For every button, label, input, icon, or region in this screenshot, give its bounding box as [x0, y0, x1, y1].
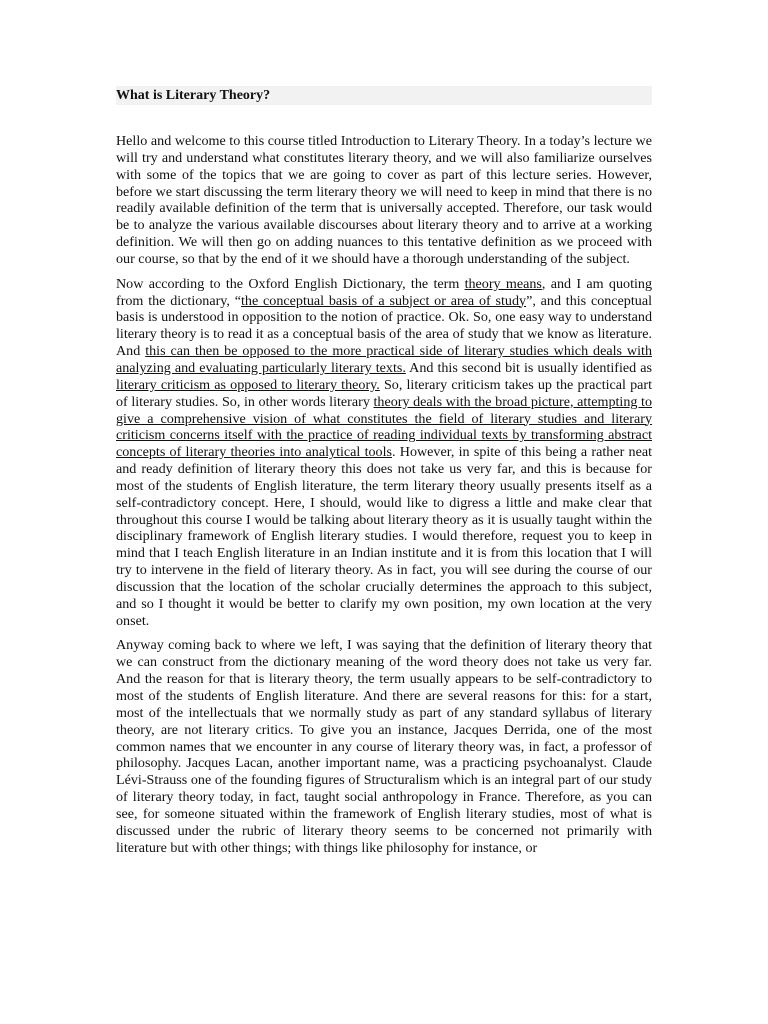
- document-page: [116, 86, 652, 864]
- text-segment: , and I am quoting from the dictionary, “: [116, 275, 652, 309]
- underlined-text: theory deals with the broad picture, attempting to give a comprehensive vision of what constitutes the field of literary studies and literary criticism concerns itself with the practice of reading individual texts by transforming abstract concepts of literary theories into analytical tools: [116, 393, 652, 461]
- underlined-text: theory means: [464, 275, 542, 292]
- text-segment: And this second bit is usually identified as: [405, 359, 652, 376]
- text-segment: So, literary criticism takes up the practical part of literary studies. So, in other words literary: [116, 376, 652, 410]
- text-segment: . However, in spite of this being a rather neat and ready definition of literary theory this does not take us very far, and this is because for most of the students of English literature, the term literary theory usually presents itself as a self-contradictory concept. Here, I should, would like to digress a little and make clear that throughout this course I would be talking about literary theory as it is usually taught within the disciplinary framework of English literary studies. I would therefore, request you to keep in mind that I teach English literature in an Indian institute and it is from this location that I will try to intervene in the field of literary theory. As in fact, you will see during the course of our discussion that the location of the scholar crucially determines the approach to this subject, and so I thought it would be better to clarify my own position, my own location at the very onset.: [116, 444, 653, 629]
- underlined-text: literary criticism as opposed to literary theory.: [116, 376, 380, 393]
- document-title: What is Literary Theory?: [116, 88, 271, 103]
- paragraph-definition: [116, 276, 652, 630]
- underlined-text: the conceptual basis of a subject or area of study: [241, 292, 527, 309]
- text-segment: Now according to the Oxford English Dictionary, the term: [116, 275, 465, 292]
- paragraph-contradiction: Anyway coming back to where we left, I was saying that the definition of literary theory that we can construct from the dictionary meaning of the word theory does not take us very far. And the reason for that is literary theory, the term usually appears to be self-contradictory to most of the students of English literature. And there are several reasons for this: for a start, most of the intellectuals that we normally study as part of any standard syllabus of literary theory, are not literary critics. To give you an instance, Jacques Derrida, one of the most common names that we encounter in any course of literary theory was, in fact, a professor of philosophy. Jacques Lacan, another important name, was a practicing psychoanalyst. Claude Lévi-Strauss one of the founding figures of Structuralism which is an integral part of our study of literary theory today, in fact, taught social anthropology in France. Therefore, as you can see, for someone situated within the framework of English literary studies, most of what is discussed under the rubric of literary theory seems to be concerned not primarily with literature but with other things; with things like philosophy for instance, or: [116, 637, 652, 856]
- paragraph-intro: Hello and welcome to this course titled Introduction to Literary Theory. In a today’s lecture we will try and understand what constitutes literary theory, and we will also familiarize ourselves with some of the topics that we are going to cover as part of this lecture series. However, before we start discussing the term literary theory we will need to keep in mind that there is no readily available definition of the term that is universally accepted. Therefore, our task would be to analyze the various available discourses about literary theory and to arrive at a working definition. We will then go on adding nuances to this tentative definition as we proceed with our course, so that by the end of it we should have a thorough understanding of the subject.: [116, 133, 652, 267]
- text-segment: ”, and this conceptual basis is understood in opposition to the notion of practice. Ok. So, one easy way to understand literary theory is to read it as a conceptual basis of the area of study that we know as literature. And: [116, 292, 652, 360]
- underlined-text: this can then be opposed to the more practical side of literary studies which deals with analyzing and evaluating particularly literary texts.: [116, 343, 652, 376]
- title-bar: [116, 86, 652, 105]
